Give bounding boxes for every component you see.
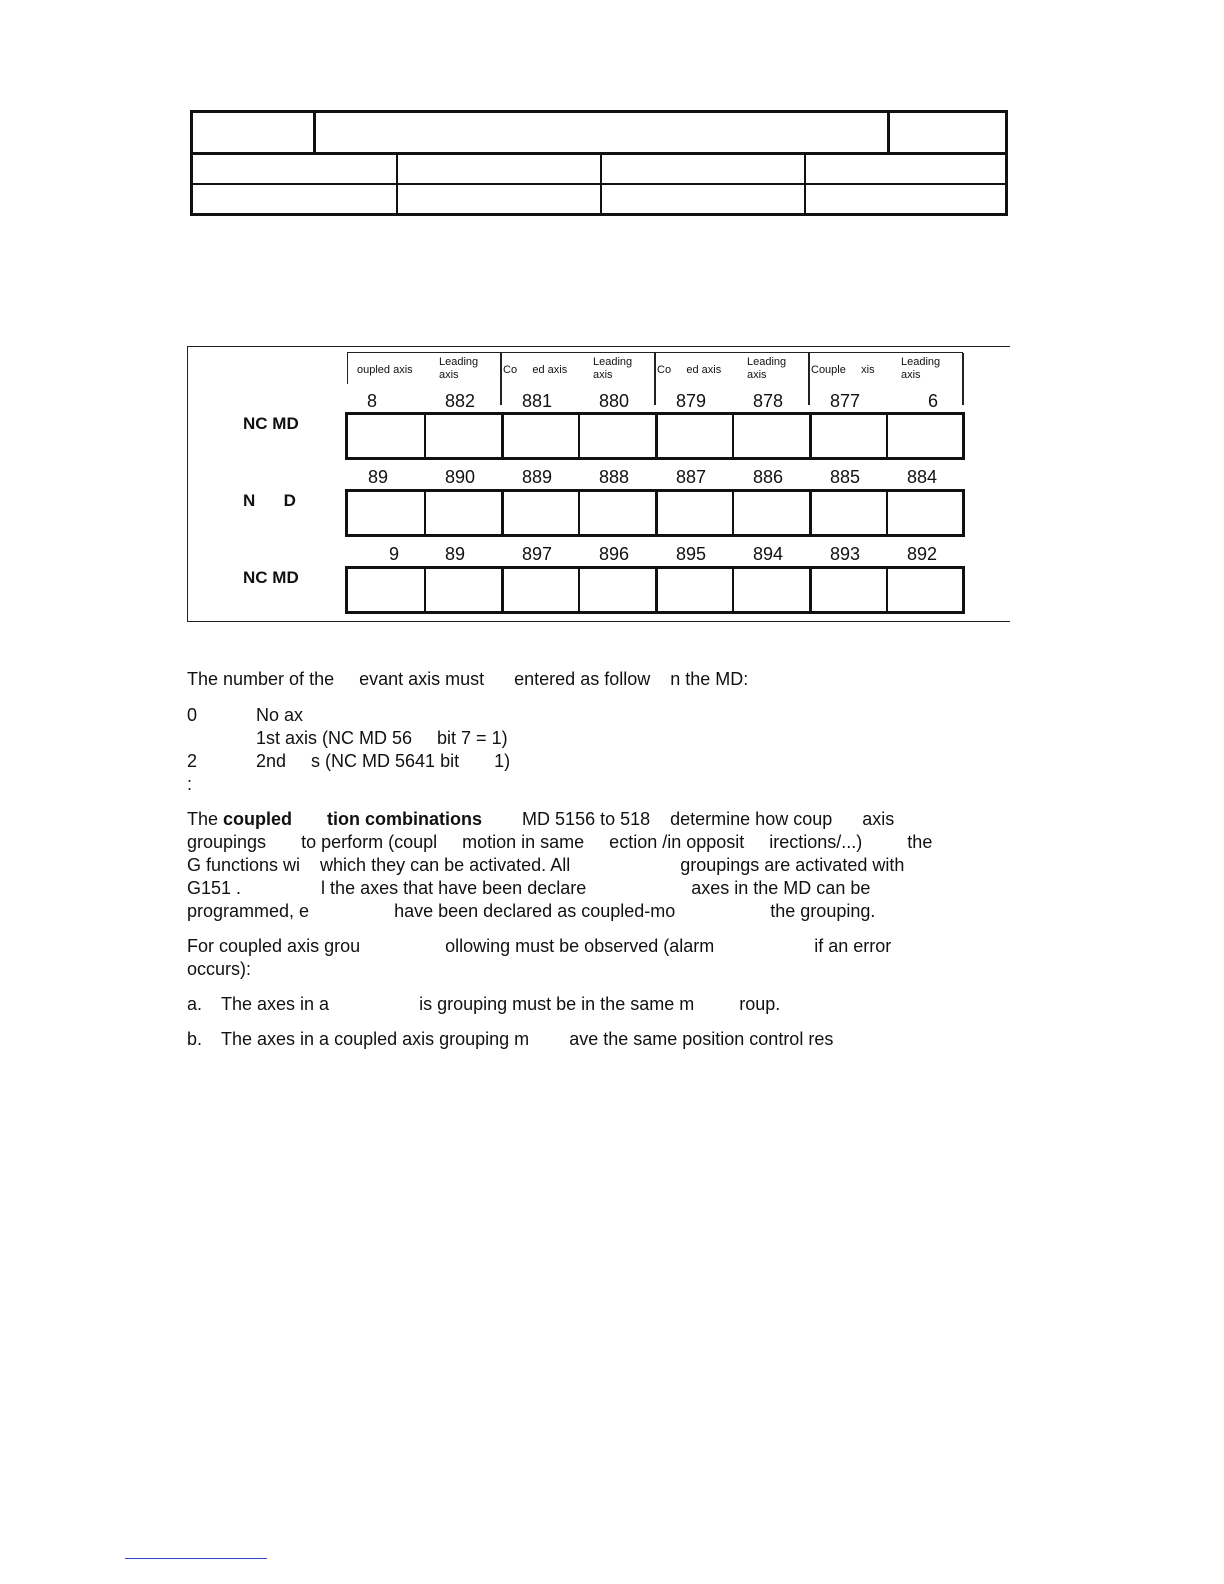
list-text: No ax xyxy=(256,705,304,725)
bit-number: 885 xyxy=(830,467,861,487)
leading-axis-label: axis xyxy=(901,369,921,381)
paragraph-line xyxy=(187,808,894,831)
bit-number: 884 xyxy=(907,467,938,487)
bit-box-row xyxy=(345,489,965,537)
row-label: NC MD xyxy=(243,568,299,587)
list-number: : xyxy=(187,774,193,794)
item-letter: b. xyxy=(187,1029,203,1049)
bit-box-row xyxy=(345,566,965,614)
item-letter: a. xyxy=(187,994,203,1014)
leading-axis-label: Leading xyxy=(593,356,633,368)
row-label: NC MD xyxy=(243,414,299,433)
paragraph-line: groupings to perform (coupl motion in same ection /in opposit irections/...) the xyxy=(187,832,933,852)
leading-axis-label: axis xyxy=(747,369,767,381)
list-text: 2nd s (NC MD 5641 bit 1) xyxy=(256,751,511,771)
bit-number: 894 xyxy=(753,544,784,564)
paragraph-text: The xyxy=(187,809,224,829)
bit-number: 878 xyxy=(753,391,784,411)
coupled-axis-label: oupled axis xyxy=(357,364,413,376)
bit-number: 89 xyxy=(368,467,389,487)
bit-number: 892 xyxy=(907,544,938,564)
bit-box-row xyxy=(345,412,965,460)
header-col-divider xyxy=(804,155,806,213)
bit-number: 889 xyxy=(522,467,553,487)
leading-axis-label: axis xyxy=(439,369,459,381)
header-divider xyxy=(887,113,890,152)
paragraph-line: For coupled axis grou ollowing must be observed (alarm if an error xyxy=(187,936,892,956)
leading-axis-label: Leading xyxy=(747,356,787,368)
header-table-bottom xyxy=(190,152,1008,216)
leading-axis-label: Leading xyxy=(439,356,479,368)
item-text: The axes in a is grouping must be in the same m roup. xyxy=(221,994,781,1014)
coupled-axis-label: Co ed axis xyxy=(657,364,722,376)
leading-axis-label: axis xyxy=(593,369,613,381)
header-col-divider xyxy=(396,155,398,213)
header-table-top xyxy=(190,110,1008,152)
bit-number: 896 xyxy=(599,544,630,564)
bit-number: 89 xyxy=(445,544,466,564)
bit-number: 877 xyxy=(830,391,861,411)
paragraph-line: G functions wi which they can be activated. All groupings are activated with xyxy=(187,855,905,875)
leading-axis-label: Leading xyxy=(901,356,941,368)
paragraph-line: occurs): xyxy=(187,959,252,979)
bit-number: 881 xyxy=(522,391,553,411)
bit-number: 880 xyxy=(599,391,630,411)
bit-number: 895 xyxy=(676,544,707,564)
header-col-divider xyxy=(600,155,602,213)
paragraph-line: G151 . l the axes that have been declare axes in the MD can be xyxy=(187,878,871,898)
list-number: 2 xyxy=(187,751,198,771)
bit-number: 886 xyxy=(753,467,784,487)
header-divider xyxy=(313,113,316,152)
bold-term: coupled tion combinations xyxy=(223,809,483,829)
bit-number: 897 xyxy=(522,544,553,564)
header-row-divider xyxy=(193,183,1005,185)
paragraph-text: MD 5156 to 518 determine how coup axis xyxy=(482,809,895,829)
bit-number: 6 xyxy=(928,391,939,411)
bit-number: 887 xyxy=(676,467,707,487)
row-label: N D xyxy=(243,491,296,510)
paragraph-line: programmed, e have been declared as coupled-mo the grouping. xyxy=(187,901,876,921)
bit-number: 890 xyxy=(445,467,476,487)
list-number: 0 xyxy=(187,705,198,725)
bit-number: 8 xyxy=(367,391,378,411)
item-text: The axes in a coupled axis grouping m ave the same position control res xyxy=(221,1029,834,1049)
bit-number: 888 xyxy=(599,467,630,487)
list-text: 1st axis (NC MD 56 bit 7 = 1) xyxy=(256,728,508,748)
bit-number: 9 xyxy=(389,544,400,564)
coupled-axis-label: Co ed axis xyxy=(503,364,568,376)
bit-number: 882 xyxy=(445,391,476,411)
bit-number: 879 xyxy=(676,391,707,411)
intro-paragraph: The number of the evant axis must entered as follow n the MD: xyxy=(187,669,749,689)
bit-number: 893 xyxy=(830,544,861,564)
coupled-axis-label: Couple xis xyxy=(811,364,875,376)
footer-link-line xyxy=(125,1558,267,1559)
